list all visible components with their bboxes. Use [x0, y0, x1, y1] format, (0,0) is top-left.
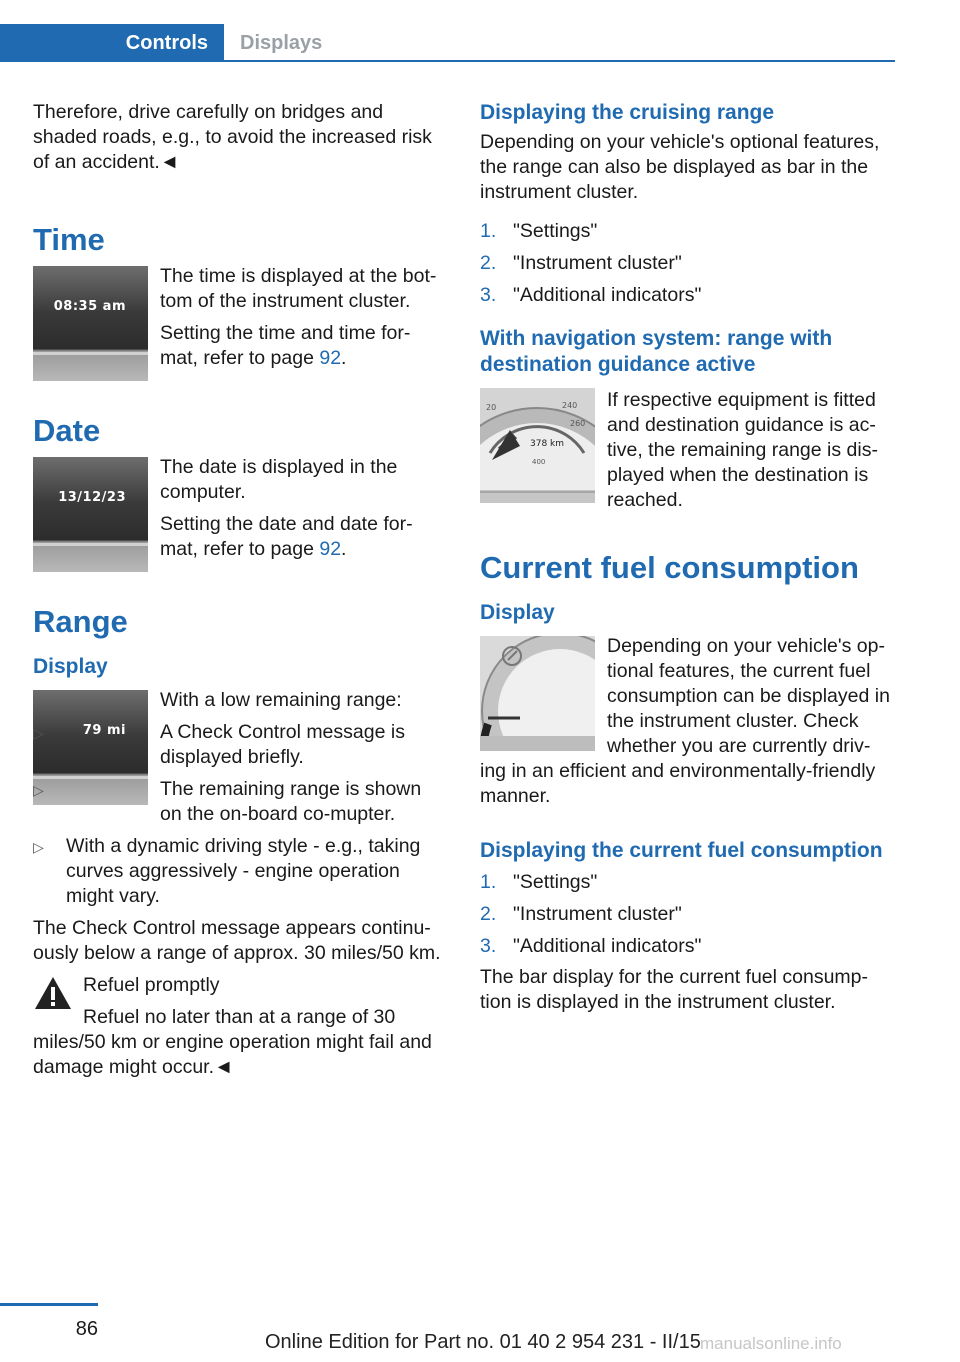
nav-range-paragraph: If respective equipment is fitted and destination guidance is ac‐tive, the remaining range is dis‐played when the destination is reached.	[607, 389, 878, 511]
range-paragraph-2: The Check Control message appears continu‐ously below a range of approx. 30 miles/50 km.	[33, 917, 441, 964]
fuel-final-paragraph: The bar display for the current fuel consump‐tion is displayed in the instrument cluster.	[480, 966, 869, 1013]
date-display-text: 13/12/23	[58, 490, 126, 505]
list-item: 2. "Instrument cluster"	[480, 252, 682, 274]
watermark: manualsonline.info	[700, 1334, 842, 1353]
nav-range-gauge-image	[480, 388, 595, 503]
time-display-text: 08:35 am	[53, 299, 126, 314]
tab-controls[interactable]: Controls	[0, 24, 224, 62]
range-paragraph-1: With a low remaining range:	[160, 689, 402, 711]
fuel-consumption-paragraph: Depending on your vehicle's op‐tional features, the current fuel consumption can be displayed in the instrument cluster. Check whether you are currently driv‐ing in an efficient and environmentally-friendly manner.	[480, 635, 890, 807]
list-item: 3. "Additional indicators"	[480, 284, 702, 306]
warning-text: Refuel no later than at a range of 30 miles/50 km or engine operation might fail and damage might occur.◄	[33, 1006, 432, 1078]
list-item: 1. "Settings"	[480, 220, 598, 242]
range-display-text: 79 mi	[82, 723, 126, 738]
fuel-consumption-gauge-image	[480, 636, 595, 751]
date-page-link[interactable]: 92	[319, 538, 342, 560]
edition-text: Online Edition for Part no. 01 40 2 954 231 - II/15	[265, 1331, 701, 1353]
date-heading: Date	[33, 413, 101, 448]
fuel-consumption-heading: Current fuel consumption	[480, 550, 859, 585]
time-paragraph-2: Setting the time and time for‐mat, refer to page 92.	[160, 322, 411, 369]
header-tabbar	[0, 24, 895, 62]
date-paragraph-1: The date is displayed in the computer.	[160, 456, 398, 503]
footer-rule	[0, 1303, 98, 1306]
date-paragraph-2: Setting the date and date for‐mat, refer to page 92.	[160, 513, 413, 560]
warning-title: Refuel promptly	[83, 974, 220, 996]
svg-text:20: 20	[486, 403, 497, 412]
left-column	[33, 100, 448, 1087]
range-bullet-list	[33, 720, 448, 909]
list-item: ▷ A Check Control message is displayed briefly.	[33, 721, 405, 768]
time-heading: Time	[33, 222, 105, 257]
range-display-subheading: Display	[33, 655, 108, 678]
date-display-image	[33, 457, 148, 572]
time-display-image	[33, 266, 148, 381]
fuel-steps-list	[480, 870, 895, 959]
list-item: 3. "Additional indicators"	[480, 935, 702, 957]
intro-paragraph: Therefore, drive carefully on bridges and shaded roads, e.g., to avoid the increased risk of an accident.◄	[33, 101, 432, 173]
nav-range-heading: With navigation system: range with destination guidance active	[480, 327, 833, 376]
fuel-display-subheading: Display	[480, 601, 555, 624]
right-column	[480, 100, 895, 1022]
svg-text:240: 240	[562, 401, 578, 410]
list-item: ▷ The remaining range is shown on the on-board co‐mupter.	[33, 778, 422, 825]
page-number: 86	[75, 1318, 98, 1340]
gauge-range-label: 378 km	[530, 439, 565, 449]
list-item: 1. "Settings"	[480, 871, 598, 893]
cruising-steps-list	[480, 219, 895, 308]
svg-text:400: 400	[532, 458, 546, 466]
list-item: ▷ With a dynamic driving style - e.g., taking curves aggressively - engine operation might vary.	[33, 835, 421, 907]
time-page-link[interactable]: 92	[319, 347, 342, 369]
fuel-steps-heading: Displaying the current fuel consumption	[480, 839, 883, 862]
cruising-range-paragraph: Depending on your vehicle's optional features, the range can also be displayed as bar in the instrument cluster.	[480, 131, 880, 203]
list-item: 2. "Instrument cluster"	[480, 903, 682, 925]
range-heading: Range	[33, 604, 128, 639]
time-paragraph-1: The time is displayed at the bot‐tom of the instrument cluster.	[160, 265, 437, 312]
tab-displays[interactable]: Displays	[240, 32, 323, 54]
warning-icon	[33, 975, 73, 1011]
cruising-range-heading: Displaying the cruising range	[480, 101, 775, 124]
svg-text:260: 260	[570, 419, 586, 428]
